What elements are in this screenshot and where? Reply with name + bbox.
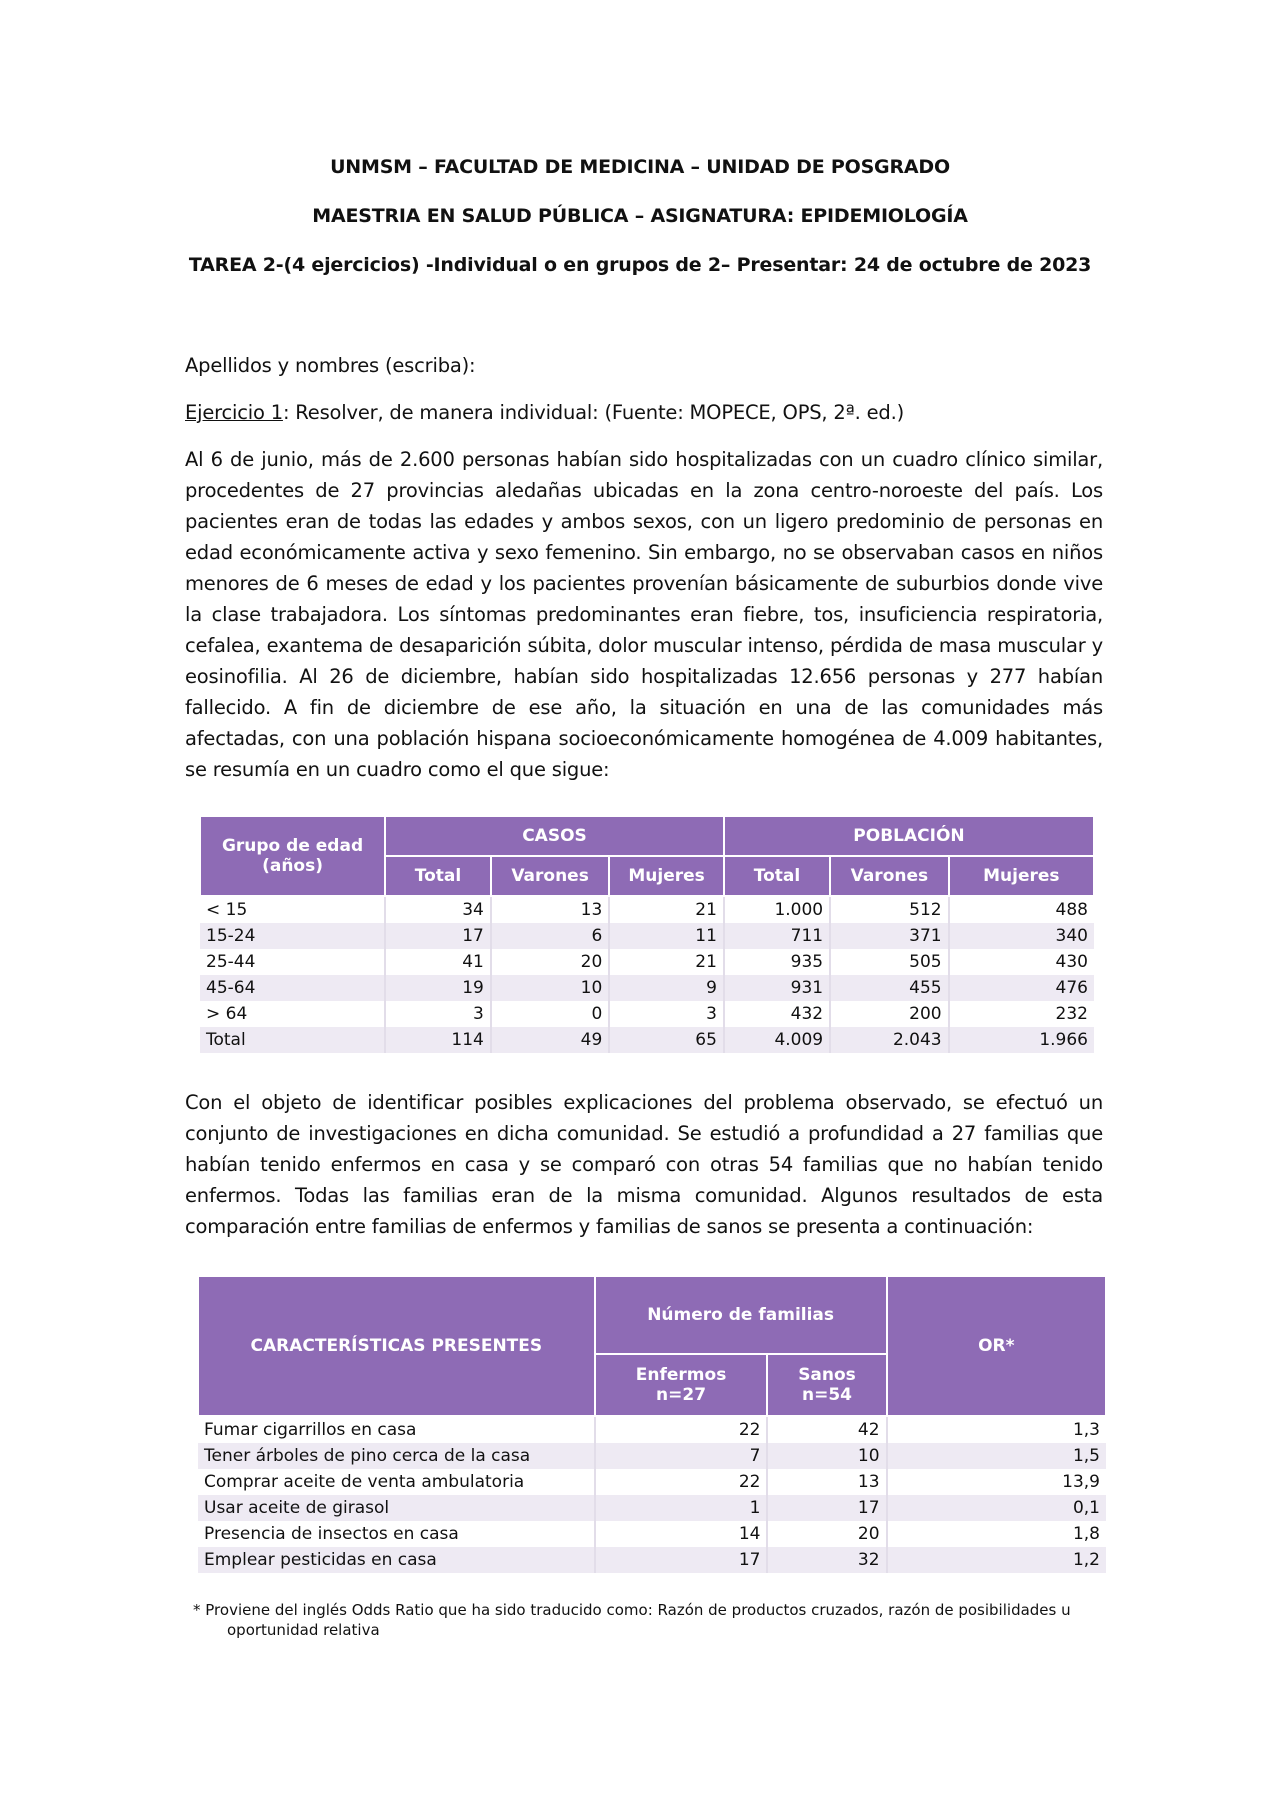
cell: 488 (949, 896, 1094, 923)
cell: 20 (491, 949, 609, 975)
cell: Usar aceite de girasol (198, 1495, 595, 1521)
cell: 34 (385, 896, 491, 923)
cell: 0,1 (887, 1495, 1106, 1521)
cell: 430 (949, 949, 1094, 975)
cell: 476 (949, 975, 1094, 1001)
cell: 1,3 (887, 1416, 1106, 1443)
header-line-2: MAESTRIA EN SALUD PÚBLICA – ASIGNATURA: EPIDEMIOLOGÍA (312, 205, 968, 227)
table-row (200, 923, 1094, 949)
cell: 6 (491, 923, 609, 949)
cell: 200 (830, 1001, 948, 1027)
table-row (198, 1495, 1106, 1521)
col-casos-header: CASOS (385, 816, 724, 856)
cell: 22 (595, 1416, 768, 1443)
cell: 17 (595, 1547, 768, 1573)
cell: 22 (595, 1469, 768, 1495)
cell: 432 (724, 1001, 830, 1027)
cell: 3 (609, 1001, 724, 1027)
table-row (198, 1547, 1106, 1573)
cell: 512 (830, 896, 948, 923)
cell: > 64 (200, 1001, 385, 1027)
cell: 13 (767, 1469, 886, 1495)
families-comparison-table (197, 1275, 1107, 1573)
cell: 935 (724, 949, 830, 975)
cell: 65 (609, 1027, 724, 1053)
cell: 505 (830, 949, 948, 975)
cell: 1 (595, 1495, 768, 1521)
enfermos-label: Enfermos (635, 1365, 727, 1385)
sub-header: Mujeres (609, 856, 724, 896)
cell: 25-44 (200, 949, 385, 975)
sub-header: Total (385, 856, 491, 896)
cell: 455 (830, 975, 948, 1001)
col-poblacion-header: POBLACIÓN (724, 816, 1094, 856)
student-name-label: Apellidos y nombres (escriba): (185, 354, 476, 377)
table-row (200, 1001, 1094, 1027)
exercise-1-paragraph-1: Al 6 de junio, más de 2.600 personas habían sido hospitalizadas con un cuadro clínico similar, procedentes de 27 provincias aledañas ubicadas en la zona centro-noroeste del país. Los pacientes eran de todas las edades y ambos sexos, con un ligero predominio de personas en edad económicamente activa y sexo femenino. Sin embargo, no se observaban casos en niños menores de 6 meses de edad y los pacientes provenían básicamente de suburbios donde vive la clase trabajadora. Los síntomas predominantes eran fiebre, tos, insuficiencia respiratoria, cefalea, exantema de desaparición súbita, dolor muscular intenso, pérdida de masa muscular y eosinofilia. Al 26 de diciembre, habían sido hospitalizadas 12.656 personas y 277 habían fallecido. A fin de diciembre de ese año, la situación en una de las comunidades más afectadas, con una población hispana socioeconómicamente homogénea de 4.009 habitantes, se resumía en un cuadro como el que sigue: (185, 448, 1103, 781)
col-or-header: OR* (887, 1276, 1106, 1416)
cell: 10 (767, 1443, 886, 1469)
header-line-3: TAREA 2-(4 ejercicios) -Individual o en grupos de 2– Presentar: 24 de octubre de 2023 (188, 254, 1092, 276)
cell: Tener árboles de pino cerca de la casa (198, 1443, 595, 1469)
cell: 340 (949, 923, 1094, 949)
cell: 21 (609, 949, 724, 975)
table-row (198, 1469, 1106, 1495)
table-row (198, 1443, 1106, 1469)
col-group-header: Grupo de edad (años) (200, 816, 385, 896)
cell: 371 (830, 923, 948, 949)
cell: 7 (595, 1443, 768, 1469)
cell: 711 (724, 923, 830, 949)
exercise-1-subtitle: : Resolver, de manera individual: (Fuente: MOPECE, OPS, 2ª. ed.) (282, 401, 905, 424)
sub-header: Varones (491, 856, 609, 896)
cell: 114 (385, 1027, 491, 1053)
col-enfermos-header (595, 1354, 768, 1416)
cell: 1,8 (887, 1521, 1106, 1547)
exercise-1-heading (185, 397, 1103, 428)
cell: 1.966 (949, 1027, 1094, 1053)
cell: 17 (767, 1495, 886, 1521)
cell: 14 (595, 1521, 768, 1547)
cell: 1.000 (724, 896, 830, 923)
footnote-line-2: oportunidad relativa (227, 1621, 380, 1639)
table-row (200, 896, 1094, 923)
cell: Comprar aceite de venta ambulatoria (198, 1469, 595, 1495)
cell: Fumar cigarrillos en casa (198, 1416, 595, 1443)
sub-header: Varones (830, 856, 948, 896)
cell: 20 (767, 1521, 886, 1547)
cell: Total (200, 1027, 385, 1053)
cell: 10 (491, 975, 609, 1001)
cell: 13 (491, 896, 609, 923)
sub-header: Mujeres (949, 856, 1094, 896)
cell: Emplear pesticidas en casa (198, 1547, 595, 1573)
cell: 17 (385, 923, 491, 949)
exercise-1-paragraph-2: Con el objeto de identificar posibles explicaciones del problema observado, se efectuó un conjunto de investigaciones en dicha comunidad. Se estudió a profundidad a 27 familias que habían tenido enfermos en casa y se comparó con otras 54 familias que no habían tenido enfermos. Todas las familias eran de la misma comunidad. Algunos resultados de esta comparación entre familias de enfermos y familias de sanos se presenta a continuación: (185, 1091, 1103, 1238)
sub-header: Total (724, 856, 830, 896)
cell: 15-24 (200, 923, 385, 949)
col-characteristics-header: CARACTERÍSTICAS PRESENTES (198, 1276, 595, 1416)
cell: 232 (949, 1001, 1094, 1027)
cell: 2.043 (830, 1027, 948, 1053)
cell: 45-64 (200, 975, 385, 1001)
table-row (198, 1521, 1106, 1547)
enfermos-n: n=27 (656, 1385, 707, 1405)
table-row (198, 1416, 1106, 1443)
cases-population-table (199, 815, 1095, 1053)
table-row (200, 949, 1094, 975)
cell: 1,5 (887, 1443, 1106, 1469)
cell: 9 (609, 975, 724, 1001)
cell: 21 (609, 896, 724, 923)
cell: 3 (385, 1001, 491, 1027)
cell: 4.009 (724, 1027, 830, 1053)
cell: < 15 (200, 896, 385, 923)
cell: 0 (491, 1001, 609, 1027)
cell: 42 (767, 1416, 886, 1443)
exercise-1-title: Ejercicio 1 (185, 401, 283, 424)
footnote (193, 1600, 1093, 1640)
cell: 19 (385, 975, 491, 1001)
col-families-header: Número de familias (595, 1276, 887, 1354)
footnote-line-1: * Proviene del inglés Odds Ratio que ha sido traducido como: Razón de productos cruzados, razón de posibilidades u (193, 1601, 1071, 1619)
table-row-total (200, 1027, 1094, 1053)
cell: Presencia de insectos en casa (198, 1521, 595, 1547)
col-sanos-header (767, 1354, 886, 1416)
cell: 13,9 (887, 1469, 1106, 1495)
cell: 49 (491, 1027, 609, 1053)
sanos-label: Sanos (798, 1365, 856, 1385)
cell: 41 (385, 949, 491, 975)
table-row (200, 975, 1094, 1001)
cell: 11 (609, 923, 724, 949)
cell: 1,2 (887, 1547, 1106, 1573)
sanos-n: n=54 (802, 1385, 853, 1405)
cell: 931 (724, 975, 830, 1001)
header-line-1: UNMSM – FACULTAD DE MEDICINA – UNIDAD DE POSGRADO (330, 156, 950, 178)
cell: 32 (767, 1547, 886, 1573)
